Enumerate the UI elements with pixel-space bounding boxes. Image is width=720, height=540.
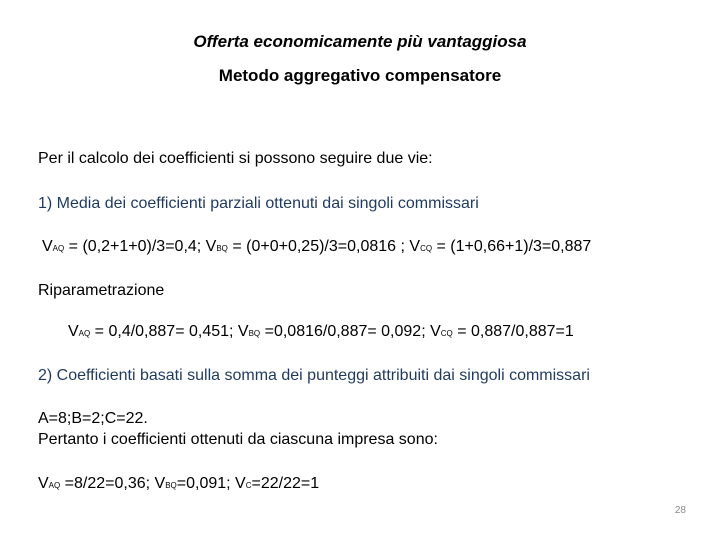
scores-line: A=8;B=2;C=22. [38,410,148,427]
formula-text: = 0,887/0,887=1 [452,323,574,340]
formula-subscript: BQ [216,244,228,253]
intro-text: Per il calcolo dei coefficienti si possono seguire due vie: [38,150,433,167]
formula-subscript: AQ [52,244,65,253]
formula-text: V [42,238,53,255]
formula-text: =8/22=0,36; V [60,475,166,492]
formula-subscript: BQ [248,329,261,338]
slide-title: Offerta economicamente più vantaggiosa [193,32,527,51]
formula-subscript: AQ [48,481,61,490]
formula-text: =0,091; V [176,475,246,492]
formula-text: = (1+0,66+1)/3=0,887 [432,238,592,255]
slide-subtitle: Metodo aggregativo compensatore [218,66,502,85]
formula-text: V [38,475,49,492]
formula-text: = (0+0+0,25)/3=0,0816 ; V [227,238,421,255]
pertanto-line: Pertanto i coefficienti ottenuti da ciascuna impresa sono: [38,431,438,448]
formula-text: V [68,323,79,340]
formula-riparametrazione [68,323,574,341]
formula-text: =22/22=1 [251,475,320,492]
formula-text: = (0,2+1+0)/3=0,4; V [64,238,217,255]
page-number: 28 [674,505,686,516]
formula-mean-coefficients [42,238,591,256]
method-1-heading: 1) Media dei coefficienti parziali ottenuti dai singoli commissari [38,195,479,212]
riparametrazione-heading: Riparametrazione [38,282,165,299]
formula-text: = 0,4/0,887= 0,451; V [90,323,249,340]
formula-subscript: C [245,481,252,490]
formula-subscript: CQ [420,244,433,253]
formula-subscript: AQ [78,329,91,338]
method-2-heading: 2) Coefficienti basati sulla somma dei punteggi attribuiti dai singoli commissari [38,367,590,384]
formula-sum-coefficients [38,475,319,493]
formula-subscript: BQ [165,481,177,490]
formula-text: =0,0816/0,887= 0,092; V [260,323,441,340]
formula-subscript: CQ [440,329,453,338]
